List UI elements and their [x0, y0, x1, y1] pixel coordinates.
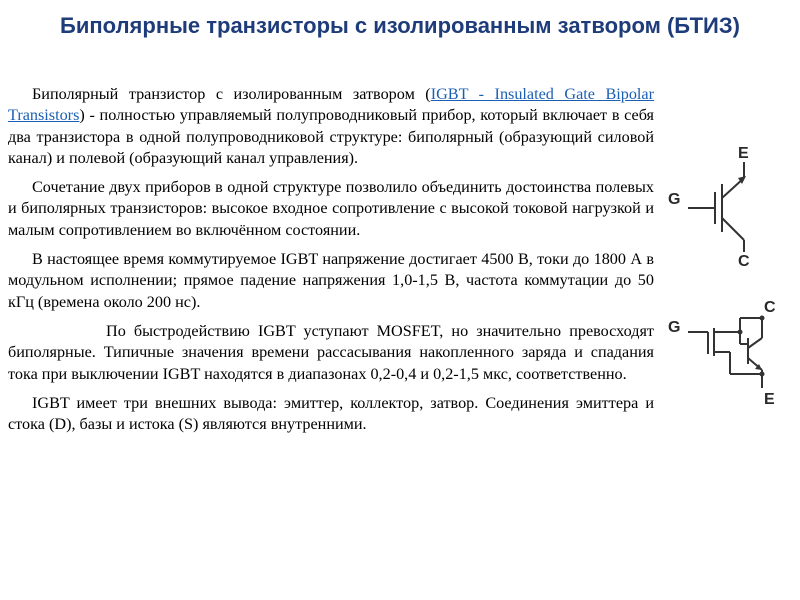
- symbol2-collector-label: C: [764, 299, 776, 316]
- paragraph-2: Сочетание двух приборов в одной структуре позволило объединить достоинства полевых и биполярных транзисторов: высокое входное сопротивление с высокой токовой нагрузкой и малым сопротивлением во включённом состоянии.: [8, 178, 654, 239]
- body-text: [8, 84, 654, 443]
- igbt-equivalent-circuit-icon: [660, 292, 780, 412]
- symbol1-emitter-label: E: [738, 145, 749, 162]
- igbt-symbol-icon: [660, 140, 780, 270]
- paragraph-1: [8, 84, 654, 169]
- symbol1-collector-label: C: [738, 253, 750, 270]
- paragraph-3: В настоящее время коммутируемое IGBT напряжение достигает 4500 В, токи до 1800 А в модульном исполнении; прямое падение напряжения 1,0-1,5 В, частота коммутации до 50 кГц (времена около 200 нс).: [8, 250, 654, 311]
- igbt-link[interactable]: IGBT - Insulated Gate Bipolar Transistors: [8, 85, 655, 125]
- p1-after: ) - полностью управляемый полупроводниковый прибор, который включает в себя два транзистора в одной полупроводниковой структуре: биполярный (образующий силовой канал) и полевой (образующий канал управления).: [8, 106, 654, 167]
- symbol2-gate-label: G: [668, 319, 681, 336]
- paragraph-5: IGBT имеет три внешних вывода: эмиттер, коллектор, затвор. Соединения эмиттера и стока (D), базы и истока (S) являются внутренними.: [8, 393, 654, 434]
- p1-before: Биполярный транзистор с изолированным затвором (: [32, 85, 431, 103]
- symbol2-emitter-label: E: [764, 391, 775, 408]
- paragraph-4: По быстродействию IGBT уступают MOSFET, но значительно превосходят биполярные. Типичные значения времени рассасывания накопленного заряда и спадания тока при выключении IGBT находятся в диапазонах 0,2-0,4 и 0,2-1,5 мкс, соответственно.: [8, 321, 654, 383]
- symbol1-gate-label: G: [668, 191, 681, 208]
- page-title: Биполярные транзисторы с изолированным затвором (БТИЗ): [60, 13, 740, 38]
